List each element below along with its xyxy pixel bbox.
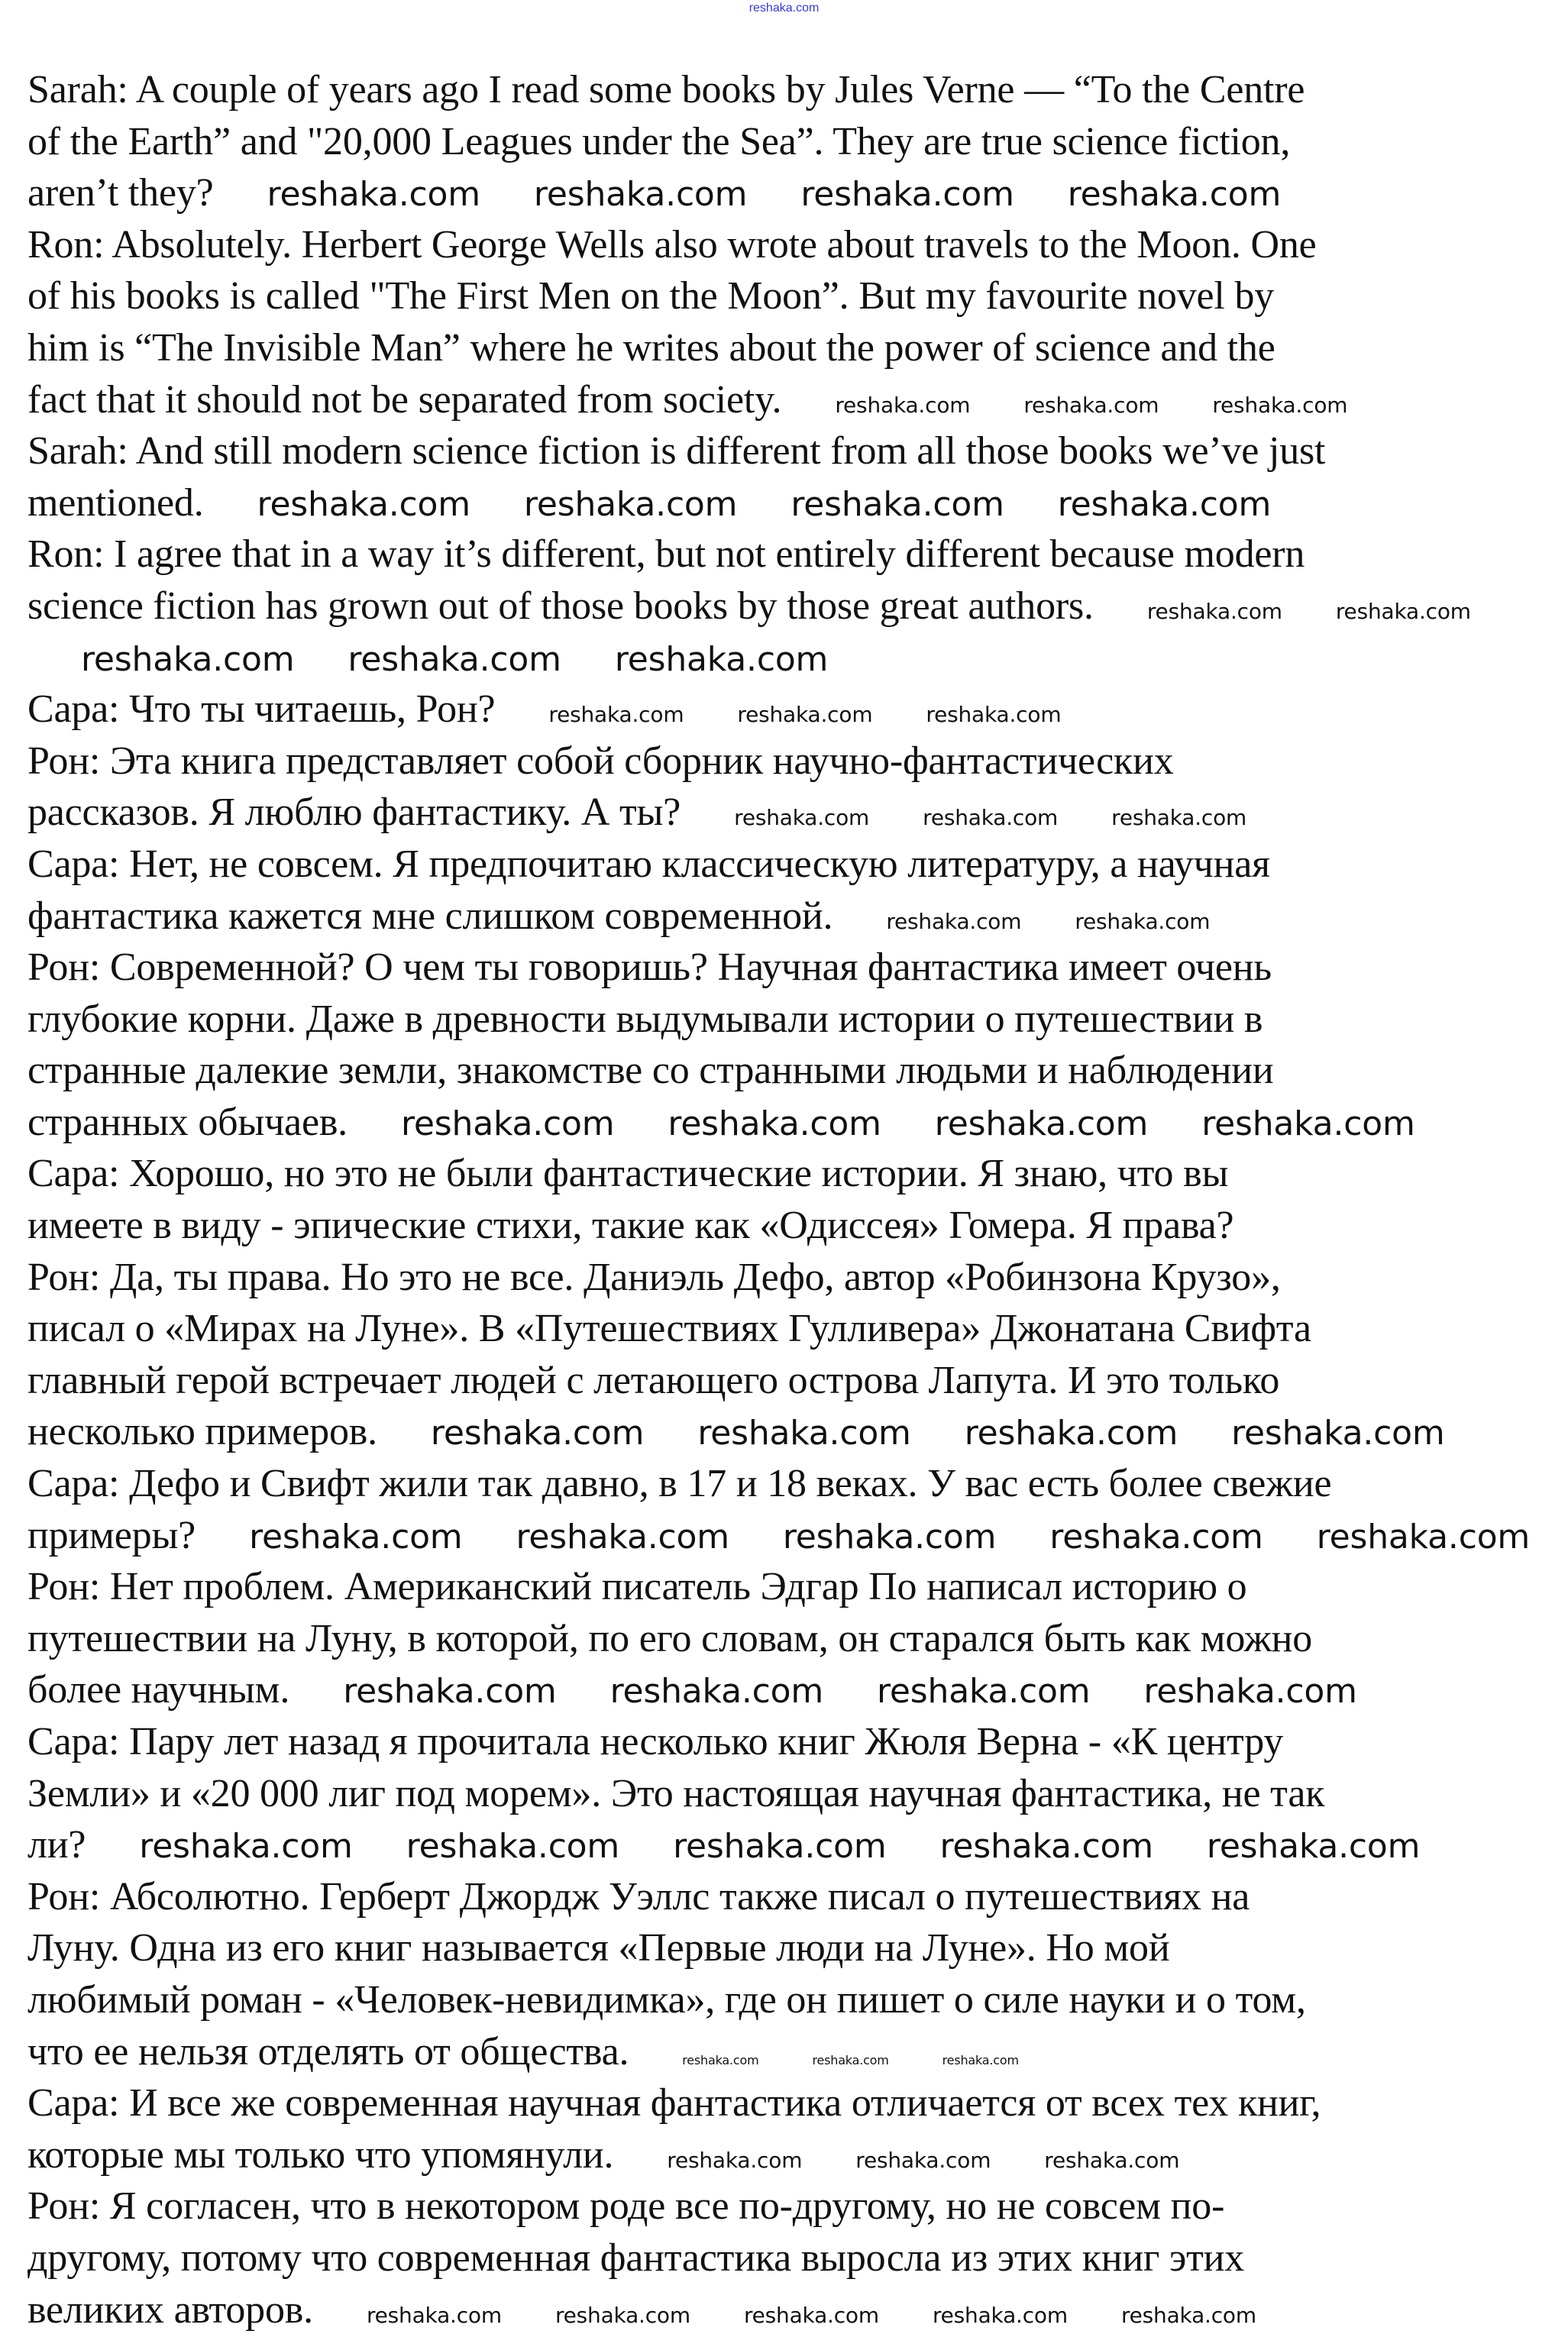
watermark: reshaka.com bbox=[668, 1104, 881, 1143]
text-line-content: Рон: Да, ты права. Но это не все. Даниэль Дефо, автор «Робинзона Крузо», bbox=[27, 1255, 1281, 1299]
watermark: reshaka.com bbox=[533, 175, 748, 215]
watermark: reshaka.com bbox=[1201, 1104, 1415, 1143]
text-line bbox=[27, 529, 1547, 580]
text-line-content: Ron: Absolutely. Herbert George Wells also wrote about travels to the Moon. One bbox=[27, 222, 1317, 267]
text-line-content: Сара: И все же современная научная фантастика отличается от всех тех книг, bbox=[27, 2081, 1321, 2126]
watermark: reshaka.com bbox=[1335, 598, 1471, 624]
watermark: reshaka.com bbox=[743, 2302, 879, 2328]
text-line bbox=[27, 2181, 1547, 2232]
watermark: reshaka.com bbox=[923, 805, 1059, 831]
text-line-content: Рон: Абсолютно. Герберт Джордж Уэллс также писал о путешествиях на bbox=[27, 1874, 1250, 1919]
watermark: reshaka.com bbox=[1316, 1517, 1531, 1557]
watermark: reshaka.com bbox=[682, 2052, 759, 2067]
english-dialogue bbox=[27, 64, 1547, 632]
watermark: reshaka.com bbox=[400, 1104, 615, 1143]
text-line-content: странные далекие земли, знакомстве со странными людьми и наблюдении bbox=[27, 1049, 1274, 1093]
text-line bbox=[27, 1716, 1547, 1768]
text-line-content: ли? bbox=[27, 1823, 86, 1867]
watermark: reshaka.com bbox=[1057, 484, 1272, 524]
text-line bbox=[27, 2129, 1547, 2181]
text-line-content: him is “The Invisible Man” where he writes about the power of science and the bbox=[27, 325, 1275, 370]
text-line bbox=[27, 1458, 1547, 1510]
text-line-content: путешествии на Луну, в которой, по его словам, он старался быть как можно bbox=[27, 1616, 1313, 1660]
text-line bbox=[27, 1974, 1547, 2026]
site-header-link[interactable]: reshaka.com bbox=[748, 2, 820, 15]
text-line-content: писал о «Мирах на Луне». В «Путешествиях Гулливера» Джонатана Свифта bbox=[27, 1307, 1311, 1351]
text-line bbox=[27, 1561, 1547, 1613]
text-line-content: aren’t they? bbox=[27, 171, 214, 215]
watermark: reshaka.com bbox=[934, 1104, 1149, 1143]
watermark: reshaka.com bbox=[516, 1517, 729, 1557]
text-line bbox=[27, 2232, 1547, 2284]
text-line bbox=[27, 64, 1547, 116]
text-line bbox=[27, 891, 1547, 942]
text-line bbox=[27, 684, 1547, 735]
text-line bbox=[27, 425, 1547, 477]
text-line-content: странных обычаев. bbox=[27, 1100, 348, 1144]
watermark: reshaka.com bbox=[790, 484, 1004, 524]
russian-dialogue bbox=[27, 684, 1547, 2336]
watermark: reshaka.com bbox=[523, 484, 738, 524]
watermark: reshaka.com bbox=[667, 2147, 803, 2173]
text-line bbox=[27, 374, 1547, 426]
text-line bbox=[27, 322, 1547, 374]
watermark: reshaka.com bbox=[430, 1414, 645, 1453]
watermark: reshaka.com bbox=[1044, 2147, 1180, 2173]
text-line bbox=[27, 1510, 1547, 1562]
text-line bbox=[27, 1922, 1547, 1974]
watermark: reshaka.com bbox=[366, 2302, 502, 2328]
text-line bbox=[27, 1406, 1547, 1458]
text-line-content: любимый роман - «Человек-невидимка», где он пишет о силе науки и о том, bbox=[27, 1977, 1306, 2022]
text-line bbox=[27, 994, 1547, 1046]
text-line-content: рассказов. Я люблю фантастику. А ты? bbox=[27, 790, 681, 835]
text-line-content: фантастика кажется мне слишком современной. bbox=[27, 894, 833, 938]
text-line bbox=[27, 1148, 1547, 1200]
text-line bbox=[27, 1045, 1547, 1097]
text-line-content: Ron: I agree that in a way it’s different, but not entirely different because modern bbox=[27, 532, 1305, 577]
text-line bbox=[27, 1097, 1547, 1149]
text-line bbox=[27, 1819, 1547, 1871]
watermark: reshaka.com bbox=[139, 1827, 353, 1867]
text-line-content: великих авторов. bbox=[27, 2287, 313, 2332]
text-line-content: Рон: Эта книга представляет собой сборник научно-фантастических bbox=[27, 739, 1174, 783]
watermark: reshaka.com bbox=[673, 1827, 887, 1867]
watermark: reshaka.com bbox=[1067, 175, 1282, 215]
text-line-content: Сара: Пару лет назад я прочитала несколько книг Жюля Верна - «К центру bbox=[27, 1720, 1284, 1763]
watermark: reshaka.com bbox=[1212, 392, 1348, 418]
text-line bbox=[27, 1768, 1547, 1820]
watermark: reshaka.com bbox=[1143, 1672, 1357, 1712]
watermark: reshaka.com bbox=[1120, 2302, 1256, 2328]
watermark: reshaka.com bbox=[800, 175, 1014, 215]
watermark: reshaka.com bbox=[406, 1827, 620, 1867]
text-line-content: Сара: Нет, не совсем. Я предпочитаю классическую литературу, а научная bbox=[27, 842, 1270, 886]
text-line bbox=[27, 1664, 1547, 1716]
watermark: reshaka.com bbox=[964, 1414, 1178, 1453]
text-line-content: Sarah: And still modern science fiction is different from all those books we’ve just bbox=[27, 429, 1326, 474]
text-line bbox=[27, 1355, 1547, 1407]
watermark: reshaka.com bbox=[1206, 1827, 1421, 1867]
watermark: reshaka.com bbox=[932, 2302, 1068, 2328]
text-line bbox=[27, 219, 1547, 271]
text-line-content: более научным. bbox=[27, 1668, 290, 1712]
watermark: reshaka.com bbox=[855, 2147, 991, 2173]
watermark: reshaka.com bbox=[343, 1672, 557, 1712]
watermark: reshaka.com bbox=[267, 175, 480, 215]
text-line-content: Рон: Современной? О чем ты говоришь? Научная фантастика имеет очень bbox=[27, 946, 1272, 990]
text-line-content: Земли» и «20 000 лиг под морем». Это настоящая научная фантастика, не так bbox=[27, 1771, 1325, 1815]
text-line bbox=[27, 1200, 1547, 1252]
watermark: reshaka.com bbox=[1023, 392, 1159, 418]
watermark: reshaka.com bbox=[942, 2052, 1019, 2067]
text-line-content: Рон: Я согласен, что в некотором роде все по-другому, но не совсем по- bbox=[27, 2184, 1225, 2229]
watermark: reshaka.com bbox=[939, 1827, 1153, 1867]
watermark: reshaka.com bbox=[1049, 1517, 1263, 1557]
watermark: reshaka.com bbox=[554, 2302, 690, 2328]
text-line-content: другому, потому что современная фантастика выросла из этих книг этих bbox=[27, 2235, 1245, 2280]
watermark: reshaka.com bbox=[81, 639, 295, 679]
text-line bbox=[27, 1252, 1547, 1304]
document-body bbox=[27, 64, 1547, 2336]
watermark: reshaka.com bbox=[782, 1517, 997, 1557]
watermark: reshaka.com bbox=[348, 639, 561, 679]
blank-line bbox=[27, 632, 1547, 684]
watermark: reshaka.com bbox=[812, 2052, 889, 2067]
text-line bbox=[27, 942, 1547, 994]
text-line-content: Сара: Хорошо, но это не были фантастические истории. Я знаю, что вы bbox=[27, 1152, 1229, 1196]
watermark: reshaka.com bbox=[877, 1672, 1091, 1712]
text-line-content: of the Earth” and "20,000 Leagues under the Sea”. They are true science fiction, bbox=[27, 119, 1291, 163]
text-line-content: fact that it should not be separated from society. bbox=[27, 377, 782, 422]
watermark: reshaka.com bbox=[697, 1414, 911, 1453]
watermark: reshaka.com bbox=[886, 908, 1022, 934]
text-line bbox=[27, 787, 1547, 839]
watermark: reshaka.com bbox=[737, 702, 873, 728]
text-line bbox=[27, 477, 1547, 529]
watermark: reshaka.com bbox=[1146, 598, 1282, 624]
watermark: reshaka.com bbox=[1231, 1414, 1445, 1453]
watermark: reshaka.com bbox=[734, 805, 870, 831]
text-line-content: несколько примеров. bbox=[27, 1410, 377, 1454]
text-line-content: mentioned. bbox=[27, 480, 204, 525]
text-line-content: которые мы только что упомянули. bbox=[27, 2132, 614, 2177]
watermark: reshaka.com bbox=[257, 484, 470, 524]
text-line bbox=[27, 735, 1547, 787]
watermark: reshaka.com bbox=[926, 702, 1062, 728]
text-line bbox=[27, 2077, 1547, 2129]
text-line bbox=[27, 1871, 1547, 1923]
text-line bbox=[27, 2026, 1547, 2078]
text-line-content: of his books is called "The First Men on the Moon”. But my favourite novel by bbox=[27, 274, 1275, 318]
text-line-content: Луну. Одна из его книг называется «Первые люди на Луне». Но мой bbox=[27, 1926, 1170, 1970]
text-line-content: Сара: Что ты читаешь, Рон? bbox=[27, 687, 496, 732]
text-line-content: что ее нельзя отделять от общества. bbox=[27, 2029, 629, 2074]
text-line bbox=[27, 839, 1547, 891]
text-line-content: science fiction has grown out of those books by those great authors. bbox=[27, 584, 1094, 628]
text-line-content: имеете в виду - эпические стихи, такие как «Одиссея» Гомера. Я права? bbox=[27, 1204, 1234, 1248]
text-line-content: примеры? bbox=[27, 1513, 196, 1557]
text-line bbox=[27, 270, 1547, 322]
text-line-content: Sarah: A couple of years ago I read some books by Jules Verne — “To the Centre bbox=[27, 68, 1305, 112]
text-line bbox=[27, 116, 1547, 168]
text-line-content: Сара: Дефо и Свифт жили так давно, в 17 и 18 веках. У вас есть более свежие bbox=[27, 1462, 1332, 1506]
watermark: reshaka.com bbox=[614, 639, 829, 679]
text-line-content: глубокие корни. Даже в древности выдумывали истории о путешествии в bbox=[27, 997, 1263, 1041]
watermark: reshaka.com bbox=[1111, 805, 1247, 831]
text-line-content: Рон: Нет проблем. Американский писатель Эдгар По написал историю о bbox=[27, 1565, 1247, 1609]
watermark: reshaka.com bbox=[249, 1517, 463, 1557]
watermark: reshaka.com bbox=[835, 392, 971, 418]
watermark: reshaka.com bbox=[1075, 908, 1211, 934]
text-line bbox=[27, 1303, 1547, 1355]
text-line bbox=[27, 167, 1547, 219]
watermark: reshaka.com bbox=[548, 702, 684, 728]
text-line-content: главный герой встречает людей с летающего острова Лапута. И это только bbox=[27, 1358, 1280, 1402]
watermark: reshaka.com bbox=[609, 1672, 823, 1712]
text-line bbox=[27, 1613, 1547, 1665]
text-line bbox=[27, 2284, 1547, 2336]
text-line bbox=[27, 580, 1547, 632]
